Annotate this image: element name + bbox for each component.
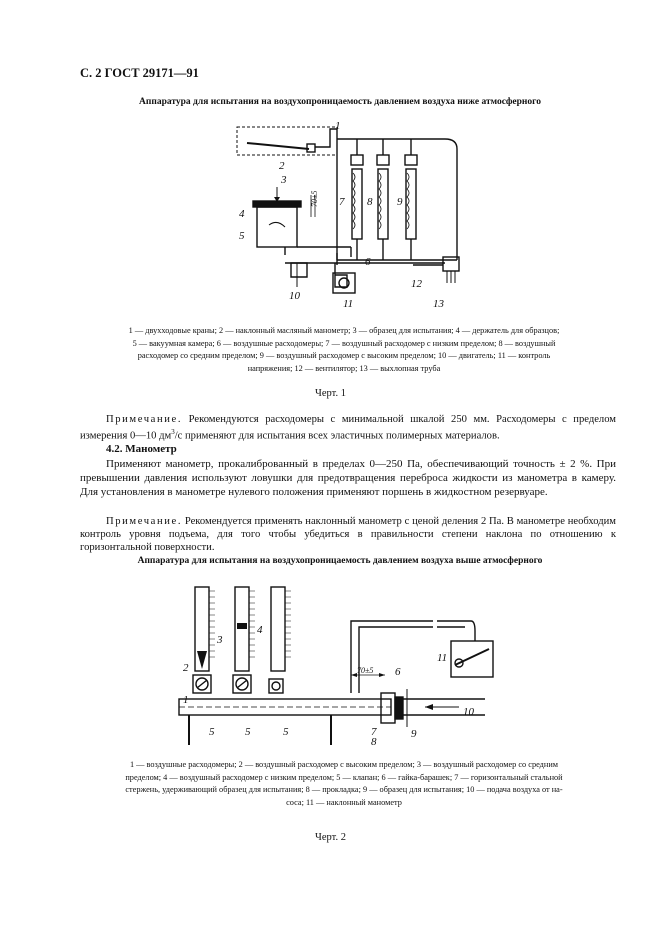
fig2-callout-3: 3 <box>217 634 223 646</box>
callout-13: 13 <box>433 298 444 310</box>
fig2-callout-6: 6 <box>395 666 401 678</box>
callout-1: 1 <box>335 120 341 132</box>
figure2-legend-line: соса; 11 — наклонный манометр <box>286 797 402 807</box>
section-title: Манометр <box>125 443 177 455</box>
flowmeter-7-group <box>351 139 363 260</box>
fig2-callout-5b: 5 <box>245 726 251 738</box>
callout-70: 70±5 <box>310 190 319 207</box>
figure1-title: Аппаратура для испытания на воздухопроницаемость давлением воздуха ниже атмосферного <box>139 97 541 107</box>
figure1-label: Черт. 1 <box>315 388 346 399</box>
callout-5: 5 <box>239 230 245 242</box>
fig2-callout-10: 10 <box>463 706 474 718</box>
figure2-diagram <box>175 575 495 750</box>
callout-8: 8 <box>367 196 373 208</box>
callout-4: 4 <box>239 208 245 220</box>
callout-9: 9 <box>397 196 403 208</box>
figure1-diagram <box>225 115 475 315</box>
note1-lead: Примечание. <box>106 414 183 425</box>
callout-3: 3 <box>281 174 287 186</box>
fig2-callout-2: 2 <box>183 662 189 674</box>
figure1-legend-line: напряжения; 12 — вентилятор; 13 — выхлопная труба <box>247 363 441 373</box>
fig2-callout-9: 9 <box>411 728 417 740</box>
figure2-legend-line: стержень, удерживающий образец для испытания; 8 — прокладка; 9 — образец для испытания; 10 — подача воздуха от на- <box>125 785 563 794</box>
callout-11: 11 <box>343 298 354 310</box>
callout-10: 10 <box>289 290 300 302</box>
note1-text-b: /с применяют для испытания всех эластичных полимерных материалов. <box>174 430 500 442</box>
fig2-callout-1: 1 <box>183 694 189 706</box>
fig2-callout-11: 11 <box>437 652 448 664</box>
figure2-legend <box>86 759 602 809</box>
fig2-callout-4: 4 <box>257 624 263 636</box>
flowmeter-8-group <box>377 139 389 260</box>
section-heading <box>106 443 177 455</box>
fig2-callout-5c: 5 <box>283 726 289 738</box>
section-number: 4.2. <box>106 443 123 455</box>
figure2-label: Черт. 2 <box>315 832 346 843</box>
note1-sup: 3 <box>171 428 175 436</box>
callout-6: 6 <box>365 256 371 268</box>
fig2-callout-5a: 5 <box>209 726 215 738</box>
fig2-callout-7: 7 <box>371 726 377 738</box>
note2-paragraph <box>80 515 616 554</box>
figure1-legend <box>86 325 602 375</box>
flowmeter-9-group <box>405 139 417 260</box>
note2-text: Рекомендуется применять наклонный манометр с ценой деления 2 Па. В манометре необходим контроль уровня подъема, для того чтобы убедиться в правильности степени наклона по отношению к горизонтальной поверхности. <box>80 516 616 553</box>
callout-7: 7 <box>339 196 345 208</box>
fig2-callout-8: 8 <box>371 736 377 748</box>
note1-text-a: Рекомендуются расходомеры с минимальной шкалой 250 мм. Расходомеры с пределом измерения 0—10 дм <box>80 414 616 442</box>
figure2-title: Аппаратура для испытания на воздухопроницаемость давлением воздуха выше атмосферного <box>137 556 543 566</box>
note1-paragraph <box>80 413 616 443</box>
callout-12: 12 <box>411 278 422 290</box>
page-header: С. 2 ГОСТ 29171—91 <box>80 66 199 80</box>
note2-lead: Примечание. <box>106 516 183 527</box>
figure2-legend-line: пределом; 4 — воздушный расходомер с низким пределом; 5 — клапан; 6 — гайка-барашек; 7 — горизонтальный стальной <box>125 772 563 782</box>
callout-2: 2 <box>279 160 285 172</box>
section-paragraph: Применяют манометр, прокалиброванный в пределах 0—250 Па, обеспечивающий точность ± 2 %. При превышении давления используют ловушки для предотвращения переброса жидкости из манометра в камеру. Для установления в манометре нулевого положения применяют поршень в жидкостном резервуаре. <box>80 458 616 498</box>
figure1-legend-line: 5 — вакуумная камера; 6 — воздушные расходомеры; 7 — воздушный расходомер с низким пределом; 8 — воздушный <box>132 338 556 348</box>
figure2-legend-line: 1 — воздушные расходомеры; 2 — воздушный расходомер с высоким пределом; 3 — воздушный расходомер со средним <box>129 760 559 769</box>
fig2-callout-70: 70±5 <box>357 666 374 675</box>
figure1-legend-line: расходомер со средним пределом; 9 — воздушный расходомер с высоким пределом; 10 — двигатель; 11 — контроль <box>137 351 551 360</box>
figure1-legend-line: 1 — двухходовые краны; 2 — наклонный масляный манометр; 3 — образец для испытания; 4 — держатель для образцов; <box>128 326 560 335</box>
